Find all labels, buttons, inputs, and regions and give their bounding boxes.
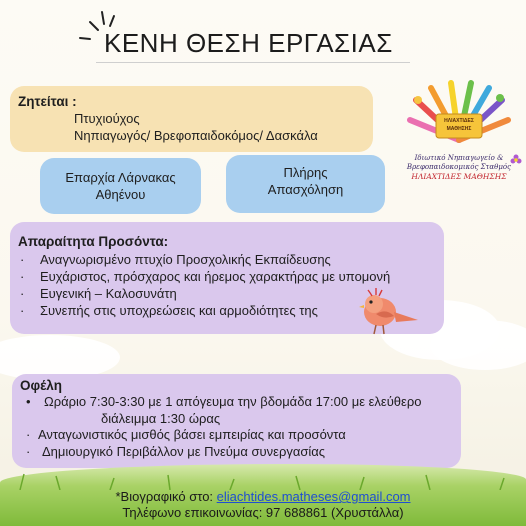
requirement-bullet: · <box>20 252 25 267</box>
logo-sign-line1: ΗΛΙΑΧΤΙΔΕΣ <box>444 118 474 124</box>
phone-line: Τηλέφωνο επικοινωνίας: 97 688861 (Χρυστάλλα) <box>122 505 404 520</box>
location-panel <box>40 158 201 214</box>
location-district: Επαρχία Λάρνακας <box>65 170 176 185</box>
benefit-item: Ανταγωνιστικός μισθός βάσει εμπειρίας και προσόντα <box>38 427 346 442</box>
employment-line2: Απασχόληση <box>267 182 344 197</box>
wanted-roles: Νηπιαγωγός/ Βρεφοπαιδοκόμος/ Δασκάλα <box>74 128 318 143</box>
employment-line1: Πλήρης <box>283 165 328 180</box>
page-title: ΚΕΝΗ ΘΕΣΗ ΕΡΓΑΣΙΑΣ <box>104 28 393 58</box>
flower-icon <box>510 154 522 166</box>
requirement-item: Ευγενική – Καλοσυνάτη <box>40 286 177 301</box>
benefits-heading: Οφέλη <box>20 378 63 393</box>
requirement-item: Αναγνωρισμένο πτυχίο Προσχολικής Εκπαίδευσης <box>40 252 331 267</box>
requirement-bullet: · <box>20 269 25 284</box>
wanted-panel <box>10 86 373 152</box>
requirement-item: Συνεπής στις υποχρεώσεις και αρμοδιότητες της <box>40 303 318 318</box>
logo-caption-line2: Βρεφοπαιδοκομικός Σταθμός <box>406 163 512 171</box>
requirement-item: Ευχάριστος, πρόσχαρος και ήρεμος χαρακτήρας με υπομονή <box>40 269 391 284</box>
grass-blades-decoration <box>0 470 526 490</box>
employment-panel <box>226 155 385 213</box>
logo-sign-line2: ΜΑΘΗΣΗΣ <box>446 126 472 132</box>
cv-line <box>0 489 526 504</box>
cv-prefix: *Βιογραφικό στο: <box>115 489 217 504</box>
location-town: Αθηένου <box>95 187 146 202</box>
benefit-item-continued: διάλειμμα 1:30 ώρας <box>101 411 221 426</box>
sun-rays-logo-icon <box>396 80 522 152</box>
benefit-bullet: · <box>26 444 31 459</box>
benefit-bullet: · <box>26 427 31 442</box>
requirement-bullet: · <box>20 303 25 318</box>
requirements-heading: Απαραίτητα Προσόντα: <box>18 234 169 249</box>
bird-icon <box>356 284 420 336</box>
benefit-item: Ωράριο 7:30-3:30 με 1 απόγευμα την βδομάδα 17:00 με ελεύθερο <box>44 394 422 409</box>
benefit-bullet: • <box>26 394 31 409</box>
kindergarten-logo <box>396 80 522 180</box>
benefits-panel <box>12 374 461 468</box>
requirement-bullet: · <box>20 286 25 301</box>
title-divider <box>96 62 410 63</box>
logo-caption-line3: ΗΛΙΑΧΤΙΔΕΣ ΜΑΘΗΣΗΣ <box>411 172 507 181</box>
logo-caption-line1: Ιδιωτικό Νηπιαγωγείο & <box>414 154 504 162</box>
benefit-item: Δημιουργικό Περιβάλλον με Πνεύμα συνεργασίας <box>42 444 326 459</box>
email-link[interactable]: eliachtides.matheses@gmail.com <box>216 489 411 504</box>
cloud-decoration <box>430 320 526 370</box>
wanted-heading: Ζητείται : <box>18 94 77 109</box>
wanted-degree: Πτυχιούχος <box>74 111 140 126</box>
